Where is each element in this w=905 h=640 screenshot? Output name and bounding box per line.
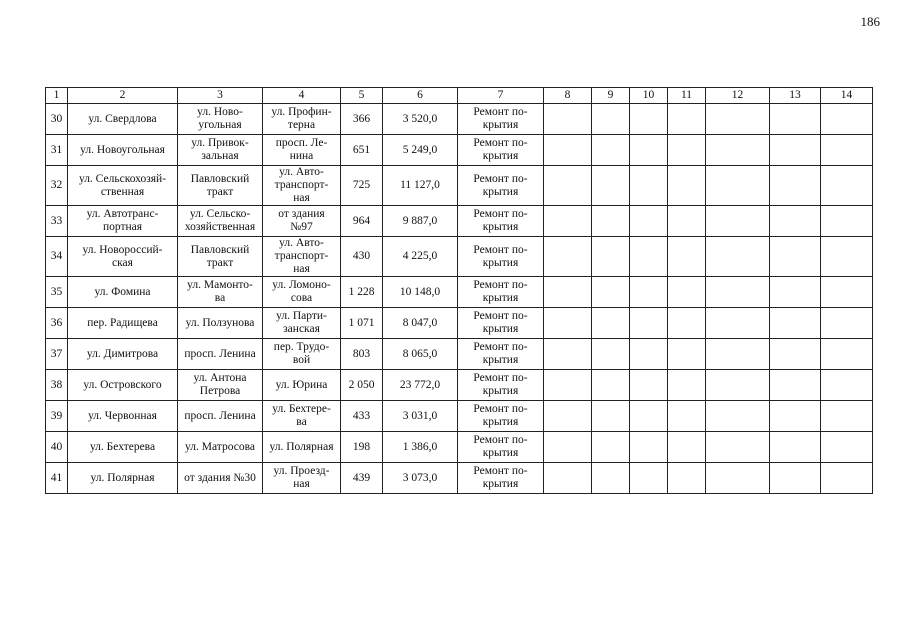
- to-cell: ул. Проезд- ная: [263, 463, 341, 494]
- col13-cell: [770, 432, 821, 463]
- table-row: [46, 166, 873, 206]
- col14-cell: [821, 339, 873, 370]
- table-row: [46, 237, 873, 277]
- area-cell: 4 225,0: [383, 237, 458, 277]
- to-cell: ул. Профин- терна: [263, 104, 341, 135]
- col11-cell: [668, 206, 706, 237]
- col9-cell: [592, 432, 630, 463]
- row-number-cell: 35: [46, 277, 68, 308]
- table-row: [46, 277, 873, 308]
- area-cell: 8 047,0: [383, 308, 458, 339]
- col13-cell: [770, 277, 821, 308]
- col10-cell: [630, 237, 668, 277]
- col12-cell: [706, 206, 770, 237]
- length-cell: 366: [341, 104, 383, 135]
- street-name-cell: ул. Димитрова: [68, 339, 178, 370]
- street-name-cell: ул. Островского: [68, 370, 178, 401]
- length-cell: 198: [341, 432, 383, 463]
- from-cell: Павловский тракт: [178, 166, 263, 206]
- to-cell: пер. Трудо- вой: [263, 339, 341, 370]
- from-cell: от здания №30: [178, 463, 263, 494]
- col8-cell: [544, 206, 592, 237]
- col14-cell: [821, 237, 873, 277]
- column-number-header: 5: [341, 88, 383, 104]
- road-repair-table: [45, 87, 873, 494]
- from-cell: ул. Матросова: [178, 432, 263, 463]
- row-number-cell: 32: [46, 166, 68, 206]
- area-cell: 1 386,0: [383, 432, 458, 463]
- col14-cell: [821, 432, 873, 463]
- col11-cell: [668, 370, 706, 401]
- col10-cell: [630, 308, 668, 339]
- col9-cell: [592, 463, 630, 494]
- to-cell: от здания №97: [263, 206, 341, 237]
- col8-cell: [544, 370, 592, 401]
- area-cell: 3 520,0: [383, 104, 458, 135]
- street-name-cell: ул. Полярная: [68, 463, 178, 494]
- from-cell: ул. Мамонто- ва: [178, 277, 263, 308]
- from-cell: просп. Ленина: [178, 339, 263, 370]
- work-type-cell: Ремонт по- крытия: [458, 277, 544, 308]
- from-cell: Павловский тракт: [178, 237, 263, 277]
- col10-cell: [630, 104, 668, 135]
- col13-cell: [770, 463, 821, 494]
- column-number-header: 12: [706, 88, 770, 104]
- col12-cell: [706, 432, 770, 463]
- from-cell: просп. Ленина: [178, 401, 263, 432]
- table-row: [46, 339, 873, 370]
- table-row: [46, 370, 873, 401]
- from-cell: ул. Антона Петрова: [178, 370, 263, 401]
- table-body: [46, 104, 873, 494]
- col8-cell: [544, 277, 592, 308]
- col13-cell: [770, 206, 821, 237]
- col11-cell: [668, 432, 706, 463]
- column-number-header: 14: [821, 88, 873, 104]
- length-cell: 430: [341, 237, 383, 277]
- column-number-header: 7: [458, 88, 544, 104]
- col13-cell: [770, 370, 821, 401]
- col11-cell: [668, 135, 706, 166]
- work-type-cell: Ремонт по- крытия: [458, 308, 544, 339]
- work-type-cell: Ремонт по- крытия: [458, 166, 544, 206]
- to-cell: ул. Ломоно- сова: [263, 277, 341, 308]
- col8-cell: [544, 432, 592, 463]
- table-row: [46, 463, 873, 494]
- col10-cell: [630, 166, 668, 206]
- to-cell: ул. Бехтере- ва: [263, 401, 341, 432]
- row-number-cell: 30: [46, 104, 68, 135]
- work-type-cell: Ремонт по- крытия: [458, 370, 544, 401]
- col9-cell: [592, 370, 630, 401]
- work-type-cell: Ремонт по- крытия: [458, 339, 544, 370]
- to-cell: ул. Авто- транспорт- ная: [263, 237, 341, 277]
- col14-cell: [821, 277, 873, 308]
- street-name-cell: ул. Новороссий- ская: [68, 237, 178, 277]
- row-number-cell: 41: [46, 463, 68, 494]
- col13-cell: [770, 339, 821, 370]
- to-cell: просп. Ле- нина: [263, 135, 341, 166]
- col10-cell: [630, 339, 668, 370]
- col10-cell: [630, 432, 668, 463]
- length-cell: 803: [341, 339, 383, 370]
- table-row: [46, 135, 873, 166]
- table-row: [46, 206, 873, 237]
- street-name-cell: ул. Сельскохозяй- ственная: [68, 166, 178, 206]
- col8-cell: [544, 135, 592, 166]
- col14-cell: [821, 104, 873, 135]
- street-name-cell: ул. Автотранс- портная: [68, 206, 178, 237]
- from-cell: ул. Ново- угольная: [178, 104, 263, 135]
- col12-cell: [706, 401, 770, 432]
- col14-cell: [821, 463, 873, 494]
- work-type-cell: Ремонт по- крытия: [458, 206, 544, 237]
- length-cell: 964: [341, 206, 383, 237]
- col12-cell: [706, 166, 770, 206]
- table-row: [46, 401, 873, 432]
- col8-cell: [544, 339, 592, 370]
- column-number-header: 2: [68, 88, 178, 104]
- table-row: [46, 432, 873, 463]
- col10-cell: [630, 463, 668, 494]
- column-number-header: 8: [544, 88, 592, 104]
- length-cell: 1 071: [341, 308, 383, 339]
- from-cell: ул. Ползунова: [178, 308, 263, 339]
- col11-cell: [668, 104, 706, 135]
- col8-cell: [544, 401, 592, 432]
- col8-cell: [544, 463, 592, 494]
- street-name-cell: ул. Бехтерева: [68, 432, 178, 463]
- area-cell: 9 887,0: [383, 206, 458, 237]
- col10-cell: [630, 135, 668, 166]
- row-number-cell: 38: [46, 370, 68, 401]
- street-name-cell: ул. Червонная: [68, 401, 178, 432]
- from-cell: ул. Привок- зальная: [178, 135, 263, 166]
- street-name-cell: ул. Свердлова: [68, 104, 178, 135]
- col8-cell: [544, 308, 592, 339]
- col12-cell: [706, 104, 770, 135]
- area-cell: 3 073,0: [383, 463, 458, 494]
- row-number-cell: 40: [46, 432, 68, 463]
- to-cell: ул. Юрина: [263, 370, 341, 401]
- col9-cell: [592, 237, 630, 277]
- col11-cell: [668, 237, 706, 277]
- work-type-cell: Ремонт по- крытия: [458, 237, 544, 277]
- col8-cell: [544, 104, 592, 135]
- street-name-cell: ул. Новоугольная: [68, 135, 178, 166]
- col9-cell: [592, 104, 630, 135]
- col9-cell: [592, 206, 630, 237]
- column-number-header: 6: [383, 88, 458, 104]
- work-type-cell: Ремонт по- крытия: [458, 401, 544, 432]
- col13-cell: [770, 237, 821, 277]
- col11-cell: [668, 277, 706, 308]
- col9-cell: [592, 166, 630, 206]
- col12-cell: [706, 308, 770, 339]
- col11-cell: [668, 401, 706, 432]
- col14-cell: [821, 401, 873, 432]
- to-cell: ул. Авто- транспорт- ная: [263, 166, 341, 206]
- length-cell: 1 228: [341, 277, 383, 308]
- col12-cell: [706, 339, 770, 370]
- street-name-cell: пер. Радищева: [68, 308, 178, 339]
- col14-cell: [821, 370, 873, 401]
- col14-cell: [821, 166, 873, 206]
- length-cell: 651: [341, 135, 383, 166]
- street-name-cell: ул. Фомина: [68, 277, 178, 308]
- table-row: [46, 104, 873, 135]
- col11-cell: [668, 308, 706, 339]
- col12-cell: [706, 237, 770, 277]
- area-cell: 5 249,0: [383, 135, 458, 166]
- area-cell: 23 772,0: [383, 370, 458, 401]
- col11-cell: [668, 463, 706, 494]
- to-cell: ул. Полярная: [263, 432, 341, 463]
- length-cell: 439: [341, 463, 383, 494]
- area-cell: 10 148,0: [383, 277, 458, 308]
- column-number-row: [46, 88, 873, 104]
- col9-cell: [592, 401, 630, 432]
- col12-cell: [706, 135, 770, 166]
- col14-cell: [821, 308, 873, 339]
- row-number-cell: 34: [46, 237, 68, 277]
- length-cell: 725: [341, 166, 383, 206]
- work-type-cell: Ремонт по- крытия: [458, 463, 544, 494]
- column-number-header: 11: [668, 88, 706, 104]
- col10-cell: [630, 206, 668, 237]
- table-row: [46, 308, 873, 339]
- col13-cell: [770, 308, 821, 339]
- col13-cell: [770, 104, 821, 135]
- area-cell: 3 031,0: [383, 401, 458, 432]
- col13-cell: [770, 166, 821, 206]
- row-number-cell: 31: [46, 135, 68, 166]
- row-number-cell: 36: [46, 308, 68, 339]
- length-cell: 433: [341, 401, 383, 432]
- col10-cell: [630, 370, 668, 401]
- col14-cell: [821, 135, 873, 166]
- row-number-cell: 39: [46, 401, 68, 432]
- from-cell: ул. Сельско- хозяйственная: [178, 206, 263, 237]
- column-number-header: 9: [592, 88, 630, 104]
- col12-cell: [706, 277, 770, 308]
- col8-cell: [544, 166, 592, 206]
- col14-cell: [821, 206, 873, 237]
- col11-cell: [668, 166, 706, 206]
- col9-cell: [592, 277, 630, 308]
- page-number: 186: [860, 14, 880, 29]
- col8-cell: [544, 237, 592, 277]
- column-number-header: 10: [630, 88, 668, 104]
- col12-cell: [706, 463, 770, 494]
- col9-cell: [592, 308, 630, 339]
- col13-cell: [770, 401, 821, 432]
- col12-cell: [706, 370, 770, 401]
- work-type-cell: Ремонт по- крытия: [458, 104, 544, 135]
- work-type-cell: Ремонт по- крытия: [458, 432, 544, 463]
- column-number-header: 1: [46, 88, 68, 104]
- area-cell: 8 065,0: [383, 339, 458, 370]
- col10-cell: [630, 401, 668, 432]
- row-number-cell: 37: [46, 339, 68, 370]
- col9-cell: [592, 339, 630, 370]
- col11-cell: [668, 339, 706, 370]
- row-number-cell: 33: [46, 206, 68, 237]
- col10-cell: [630, 277, 668, 308]
- length-cell: 2 050: [341, 370, 383, 401]
- column-number-header: 3: [178, 88, 263, 104]
- col9-cell: [592, 135, 630, 166]
- work-type-cell: Ремонт по- крытия: [458, 135, 544, 166]
- area-cell: 11 127,0: [383, 166, 458, 206]
- column-number-header: 13: [770, 88, 821, 104]
- column-number-header: 4: [263, 88, 341, 104]
- to-cell: ул. Парти- занская: [263, 308, 341, 339]
- col13-cell: [770, 135, 821, 166]
